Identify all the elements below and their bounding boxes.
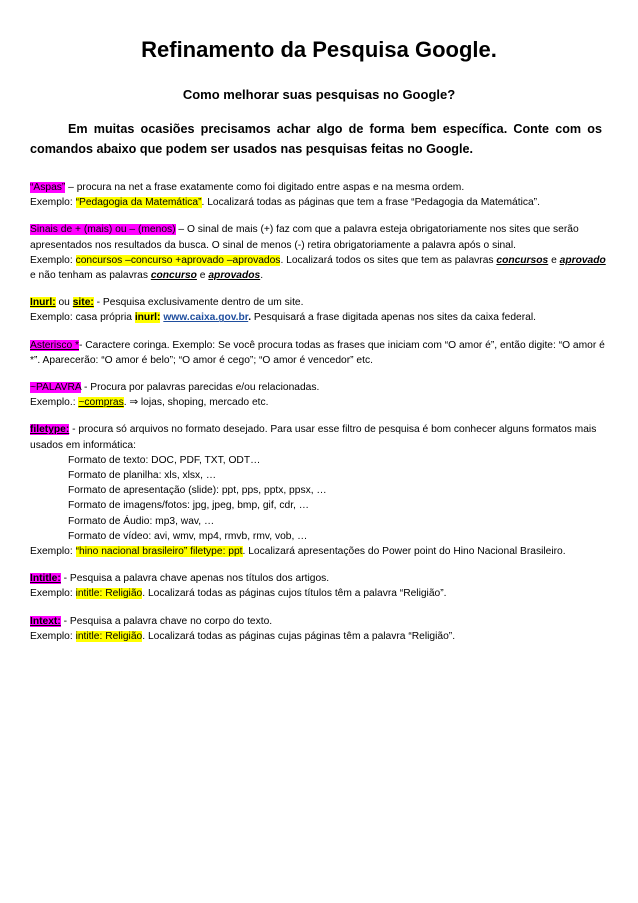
- section-til: [30, 380, 610, 410]
- page-subtitle: Como melhorar suas pesquisas no Google?: [182, 87, 456, 102]
- sinais-example-query: concursos –concurso +aprovado –aprovados: [75, 254, 281, 266]
- section-inurl: [30, 295, 610, 325]
- filetype-example: Exemplo: “hino nacional brasileiro” filetype: ppt. Localizará apresentações do Power point do Hino Nacional Brasileiro.: [30, 546, 566, 558]
- filetype-term: filetype:: [30, 424, 70, 436]
- section-filetype: [30, 422, 610, 559]
- aspas-description: “Aspas” – procura na net a frase exatamente como foi digitado entre aspas e na mesma ordem.: [30, 182, 465, 193]
- aspas-example-query: “Pedagogia da Matemática”: [75, 197, 202, 209]
- caixa-link[interactable]: www.caixa.gov.br: [163, 312, 249, 324]
- intro-paragraph: Em muitas ocasiões precisamos achar algo de forma bem específica. Conte com os comandos abaixo que podem ser usados nas pesquisas feitas no Google.: [30, 122, 602, 156]
- asterisco-description: Asterisco *- Caractere coringa. Exemplo: Se você procura todas as frases que iniciam com “O amor é”, então digite: “O amor é *”. Aparecerão: “O amor é belo”; “O amor é cego”; “O amor é vencedor” etc.: [30, 339, 605, 366]
- section-sinais: [30, 222, 610, 283]
- format-item: Formato de Áudio: mp3, wav, …: [68, 515, 215, 527]
- sinais-term: Sinais de + (mais) ou – (menos): [30, 224, 176, 236]
- format-item: Formato de planilha: xls, xlsx, …: [68, 470, 217, 482]
- til-description: ~PALAVRA - Procura por palavras parecidas e/ou relacionadas.: [30, 382, 320, 394]
- intitle-description: Intitle: - Pesquisa a palavra chave apenas nos títulos dos artigos.: [30, 573, 330, 585]
- intitle-example-query: intitle: Religião: [75, 588, 143, 600]
- intext-term: Intext:: [30, 615, 61, 627]
- intitle-term: Intitle:: [30, 573, 61, 585]
- filetype-description: filetype: - procura só arquivos no formato desejado. Para usar esse filtro de pesquisa é bom conhecer alguns formatos mais usados em informática:: [30, 424, 597, 451]
- page-title: Refinamento da Pesquisa Google.: [141, 37, 497, 62]
- til-example: Exemplo.: ~compras. ⇒ lojas, shoping, mercado etc.: [30, 397, 269, 409]
- sinais-description: Sinais de + (mais) ou – (menos) – O sinal de mais (+) faz com que a palavra esteja obrigatoriamente nos sites que serão apresentados nos resultados da busca. O sinal de menos (-) retira obrigatoriamente a palavra após o sinal.: [30, 224, 579, 251]
- intext-example: Exemplo: intitle: Religião. Localizará todas as páginas cujas páginas têm a palavra “Religião”.: [30, 630, 456, 642]
- site-term: site:: [72, 297, 94, 309]
- filetype-example-query: “hino nacional brasileiro” filetype: ppt: [75, 546, 243, 558]
- section-aspas: [30, 180, 610, 210]
- aspas-term: “Aspas”: [30, 182, 66, 193]
- format-item: Formato de vídeo: avi, wmv, mp4, rmvb, rmv, vob, …: [68, 530, 308, 542]
- format-item: Formato de apresentação (slide): ppt, pps, pptx, ppsx, …: [68, 485, 327, 497]
- til-example-query: ~compras: [78, 397, 124, 409]
- format-item: Formato de imagens/fotos: jpg, jpeg, bmp, gif, cdr, …: [68, 500, 309, 512]
- inurl-example-query: inurl:: [134, 312, 161, 324]
- format-item: Formato de texto: DOC, PDF, TXT, ODT…: [68, 454, 261, 466]
- intext-example-query: intitle: Religião: [75, 630, 143, 642]
- inurl-example: Exemplo: casa própria inurl: www.caixa.gov.br. Pesquisará a frase digitada apenas nos sites da caixa federal.: [30, 312, 536, 324]
- section-intext: [30, 614, 610, 644]
- intext-description: Intext: - Pesquisa a palavra chave no corpo do texto.: [30, 615, 273, 627]
- intitle-example: Exemplo: intitle: Religião. Localizará todas as páginas cujos títulos têm a palavra “Religião”.: [30, 588, 447, 600]
- inurl-description: Inurl: ou site: - Pesquisa exclusivamente dentro de um site.: [30, 297, 304, 309]
- inurl-term: Inurl:: [30, 297, 56, 309]
- arrow-icon: . ⇒: [123, 397, 141, 409]
- aspas-example: Exemplo: “Pedagogia da Matemática”. Localizará todas as páginas que tem a frase “Pedagogia da Matemática”.: [30, 197, 540, 209]
- section-asterisco: [30, 338, 610, 368]
- til-term: ~PALAVRA: [30, 382, 82, 394]
- sinais-example: Exemplo: concursos –concurso +aprovado –aprovados. Localizará todos os sites que tem as palavras concursos e aprovado e não tenham as palavras concurso e aprovados.: [30, 254, 606, 282]
- section-intitle: [30, 571, 610, 601]
- commands-list: [30, 180, 610, 656]
- asterisco-term: Asterisco *: [30, 339, 79, 351]
